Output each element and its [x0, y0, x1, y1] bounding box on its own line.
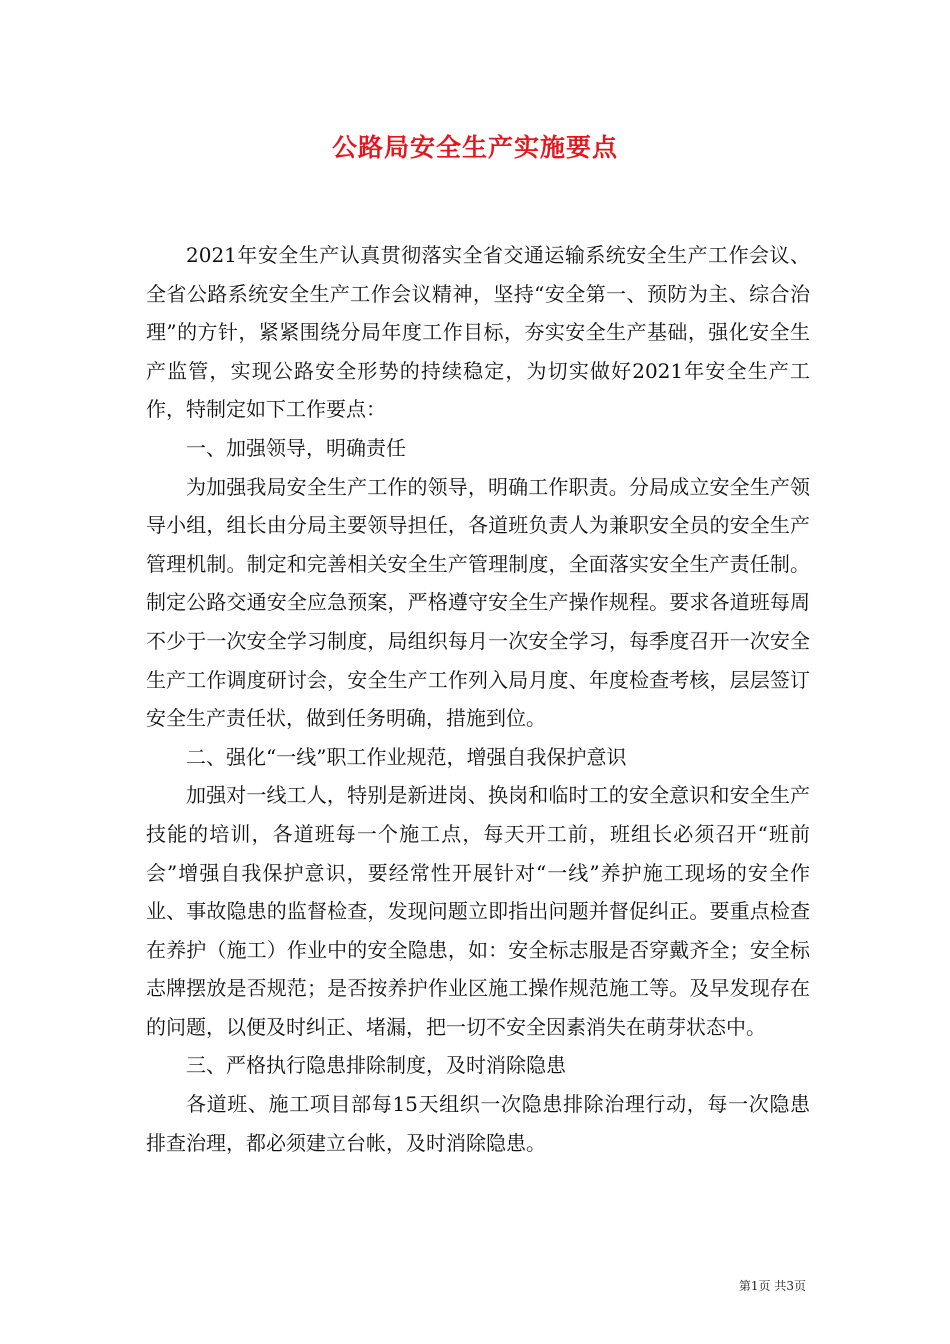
- document-title: 公路局安全生产实施要点: [331, 133, 618, 162]
- document-body: [146, 236, 810, 1162]
- intro-paragraph: 2021年安全生产认真贯彻落实全省交通运输系统安全生产工作会议、全省公路系统安全生产工作会议精神，坚持“安全第一、预防为主、综合治理”的方针，紧紧围绕分局年度工作目标，夯实安全生产基础，强化安全生产监管，实现公路安全形势的持续稳定，为切实做好2021年安全生产工作，特制定如下工作要点：: [146, 243, 810, 422]
- page-number: 第1页 共3页: [738, 1279, 806, 1293]
- section-paragraph-2: 加强对一线工人，特别是新进岗、换岗和临时工的安全意识和安全生产技能的培训，各道班每一个施工点，每天开工前，班组长必须召开“班前会”增强自我保护意识，要经常性开展针对“一线”养护施工现场的安全作业、事故隐患的监督检查，发现问题立即指出问题并督促纠正。要重点检查在养护（施工）作业中的安全隐患，如：安全标志服是否穿戴齐全；安全标志牌摆放是否规范；是否按养护作业区施工操作规范施工等。及早发现存在的问题，以便及时纠正、堵漏，把一切不安全因素消失在萌芽状态中。: [146, 783, 810, 1039]
- section-heading-3: 三、严格执行隐患排除制度，及时消除隐患: [186, 1053, 566, 1078]
- section-heading-2: 二、强化“一线”职工作业规范，增强自我保护意识: [186, 744, 627, 769]
- section-paragraph-3: 各道班、施工项目部每15天组织一次隐患排除治理行动，每一次隐患排查治理，都必须建立台帐，及时消除隐患。: [146, 1092, 810, 1155]
- section-paragraph-1: 为加强我局安全生产工作的领导，明确工作职责。分局成立安全生产领导小组，组长由分局主要领导担任，各道班负责人为兼职安全员的安全生产管理机制。制定和完善相关安全生产管理制度，全面落实安全生产责任制。制定公路交通安全应急预案，严格遵守安全生产操作规程。要求各道班每周不少于一次安全学习制度，局组织每月一次安全学习，每季度召开一次安全生产工作调度研讨会，安全生产工作列入局月度、年度检查考核，层层签订安全生产责任状，做到任务明确，措施到位。: [146, 474, 810, 731]
- section-heading-1: 一、加强领导，明确责任: [186, 435, 406, 460]
